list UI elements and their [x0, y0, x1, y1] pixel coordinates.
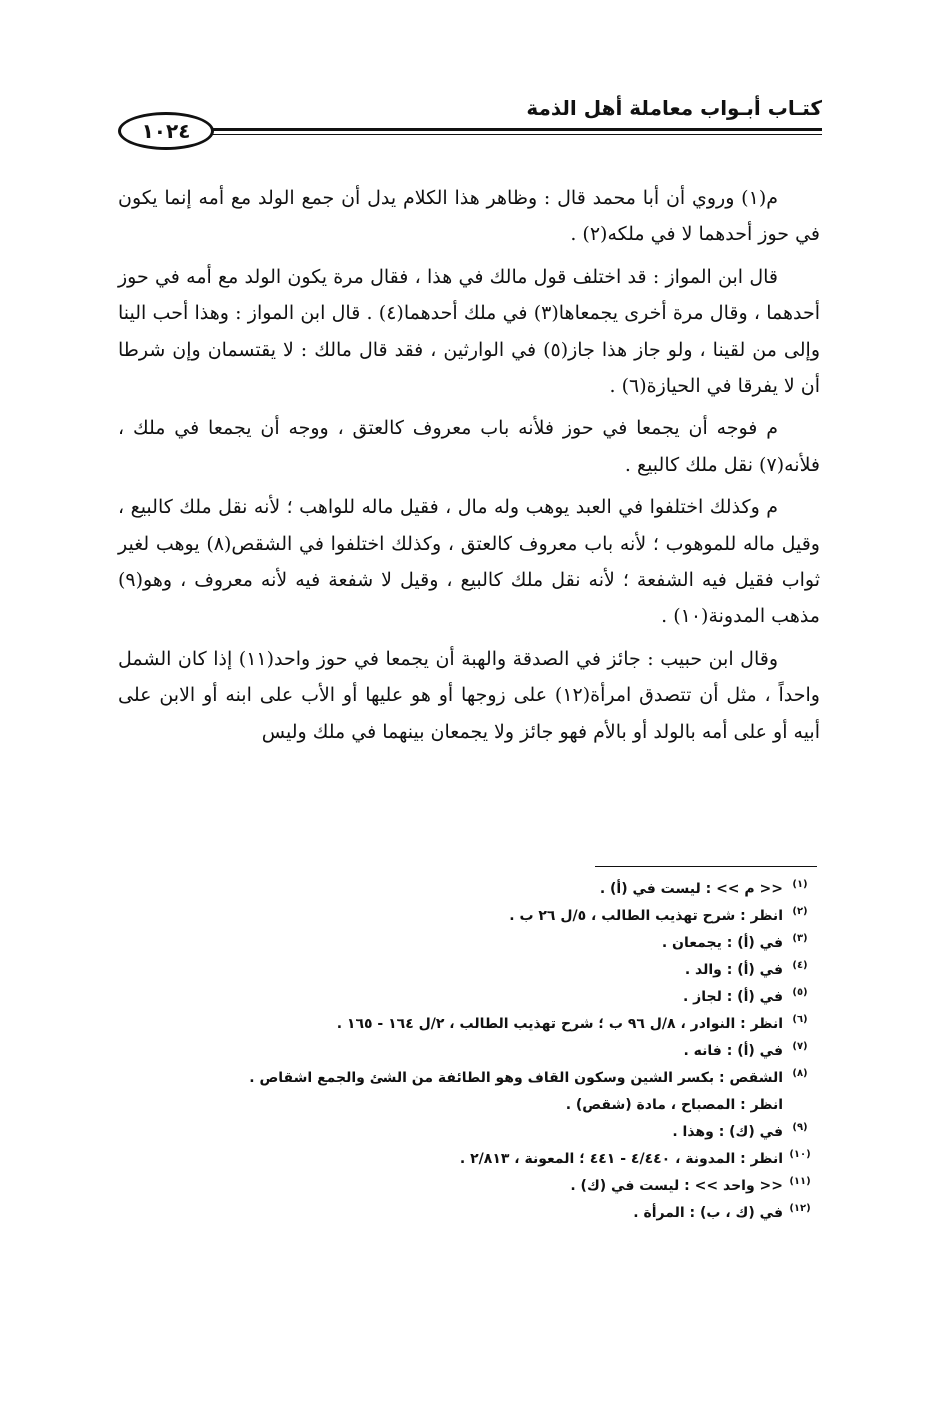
footnote-text: << واحد >> : ليست في (ك) . — [570, 1178, 783, 1194]
footnote — [117, 984, 817, 1011]
footnote-text: في (أ) : فانه . — [683, 1043, 783, 1059]
footnote — [117, 1119, 817, 1146]
footnote-number: (٣) — [792, 933, 808, 944]
footnote-text: في (أ) : والد . — [684, 962, 783, 978]
paragraph: قال ابن المواز : قد اختلف قول مالك في هذا ، فقال مرة يكون الولد مع أمه في حوز أحدهما ، وقال مرة أخرى يجمعاها(٣) في ملك أحدهما(٤) . قال ابن المواز : وهذا أحب الينا وإلى من لقينا ، ولو جاز هذا جاز(٥) في الوارثين ، فقد قال مالك : لا يقتسمان وإن شرطا أن لا يفرقا في الحيازة(٦) . — [118, 265, 821, 398]
footnote-number: (٧) — [792, 1041, 808, 1052]
footnote-text-continued: انظر : المصباح ، مادة (شقص) . — [565, 1097, 783, 1113]
body-text — [118, 180, 820, 756]
header-rule-thin — [198, 134, 822, 135]
footnote-text-line: الشقص : بكسر الشين وسكون القاف وهو الطائفة من الشئ والجمع اشقاص . — [249, 1070, 783, 1086]
footnote — [117, 1011, 817, 1038]
footnote-text: انظر : النوادر ، ٨/ل ٩٦ ب ؛ شرح تهذيب الطالب ، ٢/ل ١٦٤ - ١٦٥ . — [336, 1016, 783, 1032]
paragraph: م فوجه أن يجمعا في حوز فلأنه باب معروف كالعتق ، ووجه أن يجمعا في ملك ، فلأنه(٧) نقل ملك كالبيع . — [118, 417, 820, 476]
footnote — [117, 1200, 817, 1227]
footnote-text: انظر : المدونة ، ٤/٤٤٠ - ٤٤١ ؛ المعونة ، ٢/٨١٣ . — [459, 1151, 783, 1167]
footnotes — [117, 876, 817, 1227]
footnote — [117, 1173, 817, 1200]
footnote-number: (١١) — [789, 1176, 811, 1187]
footnote-number: (٦) — [792, 1014, 808, 1025]
footnote-text: في (ك) : وهذا . — [672, 1124, 783, 1140]
footnote — [117, 930, 817, 957]
footnote-number: (٩) — [792, 1122, 808, 1133]
footnote-text — [117, 1065, 783, 1092]
footnote-number: (٢) — [792, 906, 808, 917]
paragraph: وقال ابن حبيب : جائز في الصدقة والهبة أن يجمعا في حوز واحد(١١) إذا كان الشمل واحداً ، مثل أن تتصدق امرأة(١٢) على زوجها أو هو عليها أو الأب على ابنه أو الابن على أبيه أو على أمه بالولد أو بالأم فهو جائز ولا يجمعان بينهما في ملك وليس — [118, 647, 820, 743]
footnote — [117, 1038, 817, 1065]
footnote-text: في (أ) : لجاز . — [682, 989, 783, 1005]
footnote-text: << م >> : ليست في (أ) . — [599, 881, 783, 897]
footnote — [117, 1065, 817, 1092]
running-title: كتـاب أبـواب معاملة أهل الذمة — [526, 96, 822, 120]
footnote-text: انظر : شرح تهذيب الطالب ، ٥/ل ٢٦ ب . — [509, 908, 783, 924]
footnote-text: في (أ) : يجمعان . — [661, 935, 783, 951]
footnote — [117, 957, 817, 984]
footnote-separator — [595, 866, 817, 867]
page-header — [118, 84, 822, 164]
header-rule — [198, 128, 822, 131]
footnote-continuation — [117, 1092, 817, 1119]
footnote-number: (١) — [792, 879, 808, 890]
page-number: ١٠٢٤ — [118, 112, 214, 150]
footnote — [117, 876, 817, 903]
paragraph: م وكذلك اختلفوا في العبد يوهب وله مال ، فقيل ماله للواهب ؛ لأنه نقل ملك كالبيع ، وقيل ماله للموهوب ؛ لأنه باب معروف كالعتق ، وكذلك اختلفوا في الشقص(٨) يوهب لغير ثواب فقيل فيه الشفعة ؛ لأنه نقل ملك كالبيع ، وقيل لا شفعة فيه لأنه معروف ، وهو(٩) مذهب المدونة(١٠) . — [118, 496, 820, 628]
footnote-number: (٥) — [792, 987, 808, 998]
footnote-number: (١٠) — [789, 1149, 811, 1160]
footnote-text: في (ك ، ب) : المرأة . — [633, 1205, 783, 1221]
footnote — [117, 903, 817, 930]
footnote-number: (١٢) — [789, 1203, 811, 1214]
footnote-number: (٨) — [792, 1068, 808, 1079]
footnote-number: (٤) — [792, 960, 808, 971]
footnote — [117, 1146, 817, 1173]
paragraph: م(١) وروي أن أبا محمد قال : وظاهر هذا الكلام يدل أن جمع الولد مع أمه إنما يكون في حوز أحدهما لا في ملكه(٢) . — [118, 187, 820, 246]
